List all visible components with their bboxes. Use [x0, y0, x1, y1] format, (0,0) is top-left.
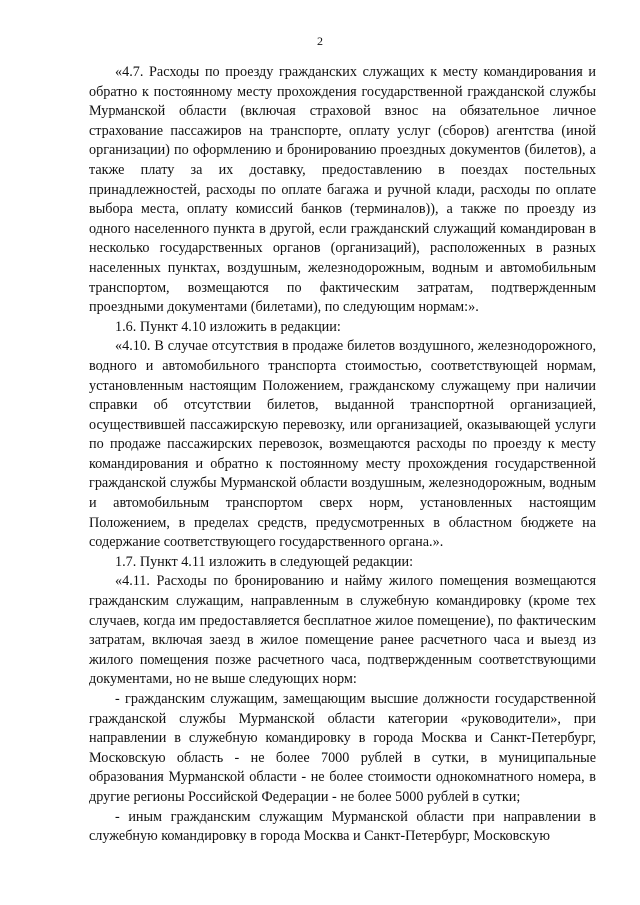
- paragraph-1-7: 1.7. Пункт 4.11 изложить в следующей редакции:: [115, 553, 414, 570]
- paragraph-4-10: «4.10. В случае отсутствия в продаже билетов воздушного, железнодорожного, водного и автомобильного транспорта стоимостью, соответствующей нормам, установленным настоящим Положением, гражданскому служащему при наличии справки об отсутствии билетов, выданной транспортной организацией, осуществившей пассажирскую перевозку, или организацией, оказывающей услуги по продаже пассажирских перевозок, возмещаются расходы по проезду к месту командирования и обратно к постоянному месту прохождения государственной гражданской службы Мурманской области воздушным, железнодорожным, водным и автомобильным транспортом сверх норм, установленных настоящим Положением, в пределах средств, предусмотренных в областном бюджете на содержание соответствующего государственного органа.».: [89, 338, 596, 551]
- paragraph-4-7: «4.7. Расходы по проезду гражданских служащих к месту командирования и обратно к постоянному месту прохождения государственной гражданской службы Мурманской области (включая страховой взнос на обязательное личное страхование пассажиров на транспорте, оплату услуг (сборов) агентства (иной организации) по оформлению и бронированию проездных документов (билетов), а также плату за их доставку, предоставлению в поездах постельных принадлежностей, расходы по оплате багажа и ручной клади, расходы по оплате выбора места, оплату комиссий банков (терминалов)), а также по проезду из одного населенного пункта в другой, если гражданский служащий командирован в несколько государственных органов (организаций), расположенных в разных населенных пунктах, воздушным, железнодорожным, водным и автомобильным транспортом, возмещаются по фактическим затратам, подтвержденным проездными документами (билетами), по следующим нормам:».: [89, 64, 596, 316]
- paragraph-4-11: «4.11. Расходы по бронированию и найму жилого помещения возмещаются гражданским служащим, направленным в служебную командировку (кроме тех случаев, когда им предоставляется бесплатное жилое помещение), по фактическим затратам, включая заезд в жилое помещение ранее расчетного часа и выезд из жилого помещения позже расчетного часа, подтвержденным соответствующими документами, но не выше следующих норм:: [89, 573, 596, 688]
- paragraph-1-6: 1.6. Пункт 4.10 изложить в редакции:: [115, 318, 341, 335]
- document-body: [89, 63, 596, 847]
- page-number: 2: [317, 34, 323, 48]
- paragraph-norm-others: - иным гражданским служащим Мурманской области при направлении в служебную командировку в города Москва и Санкт-Петербург, Московскую: [89, 808, 596, 845]
- paragraph-norm-leaders: - гражданским служащим, замещающим высшие должности государственной гражданской службы Мурманской области категории «руководители», при направлении в служебную командировку в города Москва и Санкт-Петербург, Московскую область - не более 7000 рублей в сутки, в муниципальные образования Мурманской области - не более стоимости однокомнатного номера, в другие регионы Российской Федерации - не более 5000 рублей в сутки;: [89, 691, 596, 805]
